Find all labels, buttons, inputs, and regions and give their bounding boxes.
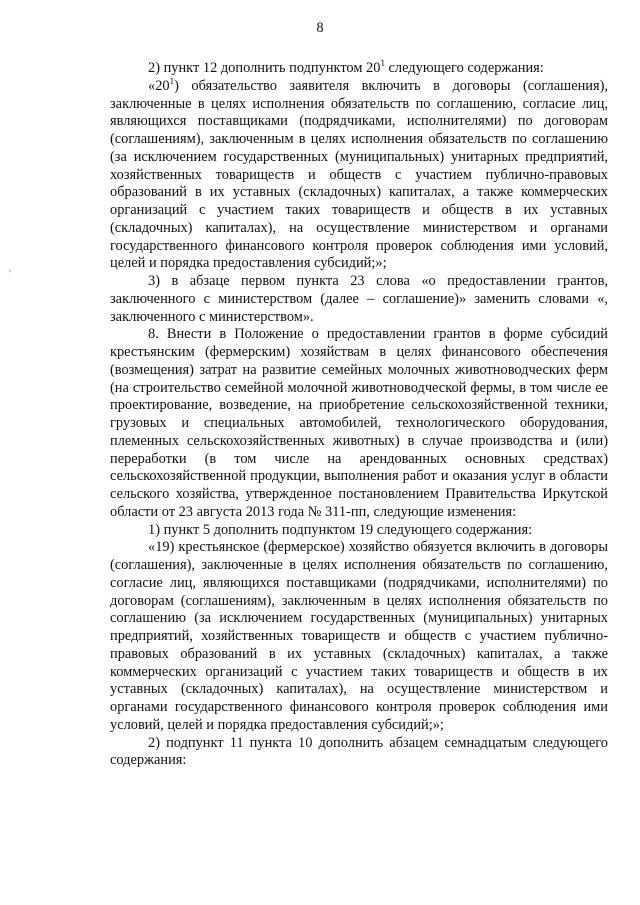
- margin-mark: ': [9, 268, 11, 280]
- paragraph-amend-item-10: 2) подпункт 11 пункта 10 дополнить абзацем семнадцатым следующего содержания:: [110, 734, 608, 769]
- paragraph-amend-item-5: 1) пункт 5 дополнить подпунктом 19 следующего содержания:: [148, 521, 533, 538]
- document-body: [110, 60, 608, 770]
- paragraph-section-8: 8. Внести в Положение о предоставлении грантов в форме субсидий крестьянским (фермерским) хозяйствам в целях финансового обеспечения (возмещения) затрат на развитие семейных молочных животноводческих ферм (на строительство семейной молочной животноводческой фермы, в том числе ее проектирование, возведение, на приобретение сельскохозяйственной техники, грузовых и специальных автомобилей, технологического оборудования, племенных сельскохозяйственных животных) в случае производства и (или) переработки (в том числе на арендованных основных средствах) сельскохозяйственной продукции, выполнения работ и оказания услуг в области сельского хозяйства, утвержденное постановлением Правительства Иркутской области от 23 августа 2013 года № 311-пп, следующие изменения:: [110, 326, 608, 520]
- superscript: 1: [380, 58, 385, 69]
- paragraph-subitem-19: «19) крестьянское (фермерское) хозяйство обязуется включить в договоры (соглашения), заключенные в целях исполнения обязательств по соглашению, согласие лиц, являющихся поставщиками (подрядчиками, исполнителями) по договорам (соглашениям), заключенным в целях исполнения обязательств по соглашению (за исключением государственных (муниципальных) унитарных предприятий, хозяйственных товариществ и обществ с участием публично-правовых образований в их уставных (складочных) капиталах, а также коммерческих организаций с участием таких товариществ и обществ в их уставных (складочных) капиталах), на осуществление министерством и органами государственного финансового контроля проверок соблюдения ими условий, целей и порядка предоставления субсидий;»;: [110, 539, 608, 733]
- paragraph-amend-item-12: 2) пункт 12 дополнить подпунктом $20^1$ следующего содержания:: [148, 58, 544, 76]
- paragraph-subitem-20-1: «$20^1$) обязательство заявителя включить в договоры (соглашения), заключенные в целях исполнения обязательств по соглашению, согласие лиц, являющихся поставщиками (подрядчиками, исполнителями) по договорам (соглашениям), заключенным в целях исполнения обязательств по соглашению (за исключением государственных (муниципальных) унитарных предприятий, хозяйственных товариществ и обществ с участием публично-правовых образований в их уставных (складочных) капиталах, а также коммерческих организаций с участием таких товариществ и обществ в их уставных (складочных) капиталах), на осуществление министерством и органами государственного финансового контроля проверок соблюдения ими условий, целей и порядка предоставления субсидий;»;: [110, 75, 608, 272]
- paragraph-amend-item-23: 3) в абзаце первом пункта 23 слова «о предоставлении грантов, заключенного с министерством (далее – соглашение)» заменить словами «, заключенного с министерством».: [110, 273, 608, 325]
- page-number: 8: [316, 20, 324, 36]
- superscript: 1: [169, 75, 175, 86]
